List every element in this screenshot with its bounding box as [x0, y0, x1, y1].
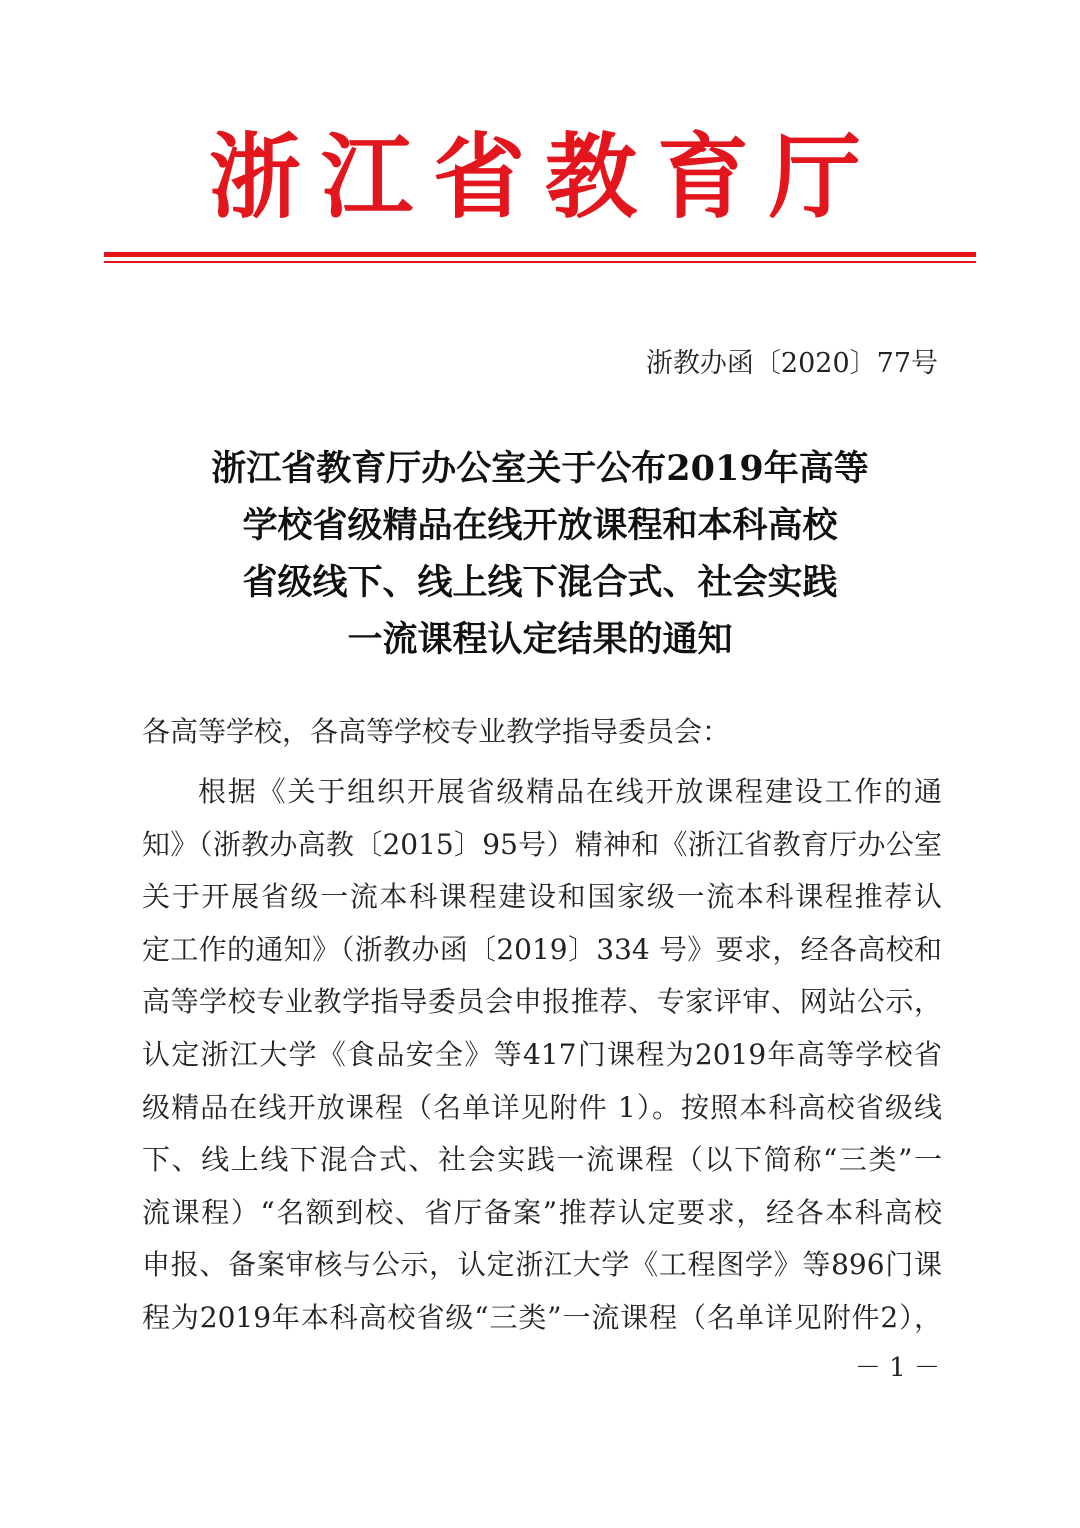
title-line: 学校省级精品在线开放课程和本科高校	[242, 505, 838, 546]
body-paragraph	[142, 766, 942, 1345]
body-line: 流课程）“名额到校、省厅备案”推荐认定要求，经各本科高校	[142, 1195, 942, 1229]
title-line: 省级线下、线上线下混合式、社会实践	[242, 562, 838, 603]
title-line: 一流课程认定结果的通知	[347, 619, 733, 660]
body-line: 认定浙江大学《食品安全》等417门课程为2019年高等学校省	[142, 1037, 942, 1071]
salutation: 各高等学校，各高等学校专业教学指导委员会：	[142, 715, 731, 748]
body-line: 下、线上线下混合式、社会实践一流课程（以下简称“三类”一	[142, 1143, 942, 1177]
body-line: 程为2019年本科高校省级“三类”一流课程（名单详见附件2），	[142, 1300, 942, 1334]
title-line: 浙江省教育厅办公室关于公布2019年高等	[211, 448, 869, 489]
masthead-divider-thin	[104, 261, 976, 263]
body-line: 高等学校专业教学指导委员会申报推荐、专家评审、网站公示，	[142, 985, 942, 1019]
document-number: 浙教办函〔2020〕77号	[645, 348, 938, 379]
body-line: 知》（浙教办高教〔2015〕95号）精神和《浙江省教育厅办公室	[142, 827, 942, 861]
body-line: 级精品在线开放课程（名单详见附件 1）。按照本科高校省级线	[142, 1090, 942, 1124]
masthead-divider-thick	[104, 252, 976, 257]
document-title	[120, 440, 960, 668]
body-line: 申报、备案审核与公示，认定浙江大学《工程图学》等896门课	[142, 1248, 942, 1282]
body-line: 根据《关于组织开展省级精品在线开放课程建设工作的通	[198, 775, 942, 808]
body-line: 关于开展省级一流本科课程建设和国家级一流本科课程推荐认	[142, 880, 942, 914]
page-number: － 1 －	[854, 1353, 940, 1383]
body-line: 定工作的通知》（浙教办函〔2019〕334 号》要求，经各高校和	[142, 932, 942, 966]
masthead-title: 浙江省教育厅	[208, 124, 881, 231]
